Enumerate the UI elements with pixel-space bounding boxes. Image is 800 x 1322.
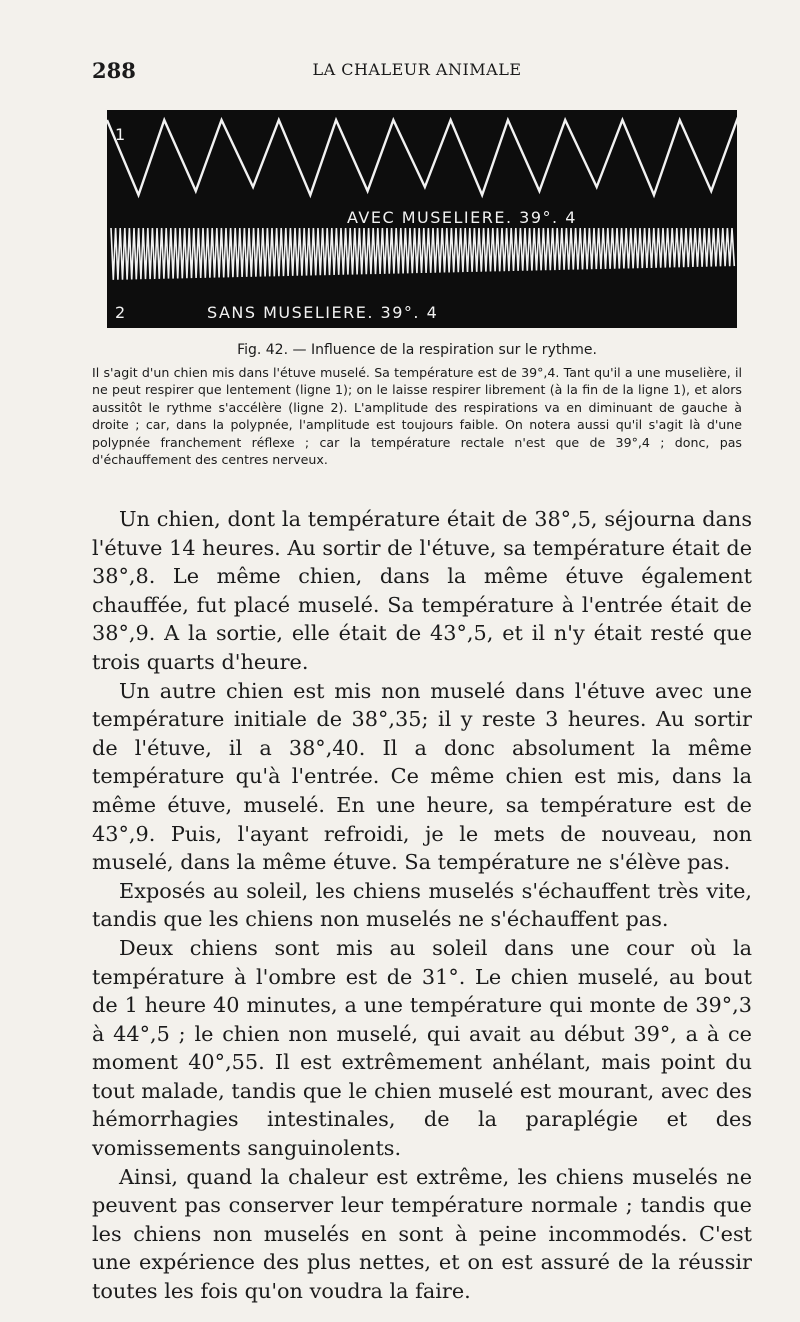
respiration-tracing-figure [107, 110, 737, 328]
trace-2-label: SANS MUSELIERE. 39°. 4 [207, 303, 439, 322]
body-text [92, 505, 752, 1306]
paragraph: Un autre chien est mis non muselé dans l'étuve avec une température initiale de 38°,35; il y reste 3 heures. Au sortir de l'étuve, il a 38°,40. Il a donc absolument la même température qu'à l'entrée. Ce même chien est mis, dans la même étuve, muselé. En une heure, sa température est de 43°,9. Puis, l'ayant refroidi, je le mets de nouveau, non muselé, dans la même étuve. Sa température ne s'élève pas. [92, 678, 752, 875]
page-header [92, 58, 742, 84]
page-number: 288 [92, 58, 136, 83]
paragraph: Un chien, dont la température était de 38°,5, séjourna dans l'étuve 14 heures. Au sortir de l'étuve, sa température était de 38°,8. Le même chien, dans la même étuve également chauffée, fut placé muselé. Sa température à l'entrée était de 38°,9. A la sortie, elle était de 43°,5, et il n'y était resté que trois quarts d'heure. [92, 507, 753, 674]
trace-1-label: AVEC MUSELIERE. 39°. 4 [347, 208, 577, 227]
kymograph-traces [107, 110, 737, 328]
trace-1-number: 1 [115, 125, 126, 144]
figure-notes [92, 364, 742, 468]
paragraph: Ainsi, quand la chaleur est extrême, les chiens muselés ne peuvent pas conserver leur température normale ; tandis que les chiens non muselés en sont à peine incommodés. C'est une expérience des plus nettes, et on est assuré de la réussir toutes les fois qu'on voudra la faire. [92, 1164, 752, 1304]
running-head: LA CHALEUR ANIMALE [312, 60, 522, 79]
paragraph: Exposés au soleil, les chiens muselés s'échauffent très vite, tandis que les chiens non muselés ne s'échauffent pas. [92, 878, 752, 932]
trace-2-number: 2 [115, 303, 126, 322]
paragraph: Deux chiens sont mis au soleil dans une cour où la température à l'ombre est de 31°. Le chien muselé, au bout de 1 heure 40 minutes, a une température qui monte de 39°,3 à 44°,5 ; le chien non muselé, qui avait au début 39°, a à ce moment 40°,55. Il est extrêmement anhélant, mais point du tout malade, tandis que le chien muselé est mourant, avec des hémorrhagies intestinales, de la paraplégie et des vomissements sanguinolents. [92, 935, 752, 1161]
figure-notes-text: Il s'agit d'un chien mis dans l'étuve muselé. Sa température est de 39°,4. Tant qu'il a une muselière, il ne peut respirer que lentement (ligne 1); on le laisse respirer librement (à la fin de la ligne 1), et alors aussitôt le rythme s'accélère (ligne 2). L'amplitude des respirations va en diminuant de gauche à droite ; car, dans la polypnée, l'amplitude est toujours faible. On notera aussi qu'il s'agit là d'une polypnée franchement réflexe ; car la température rectale n'est que de 39°,4 ; donc, pas d'échauffement des centres nerveux. [92, 365, 742, 468]
figure-caption: Fig. 42. — Influence de la respiration sur le rythme. [237, 342, 597, 358]
